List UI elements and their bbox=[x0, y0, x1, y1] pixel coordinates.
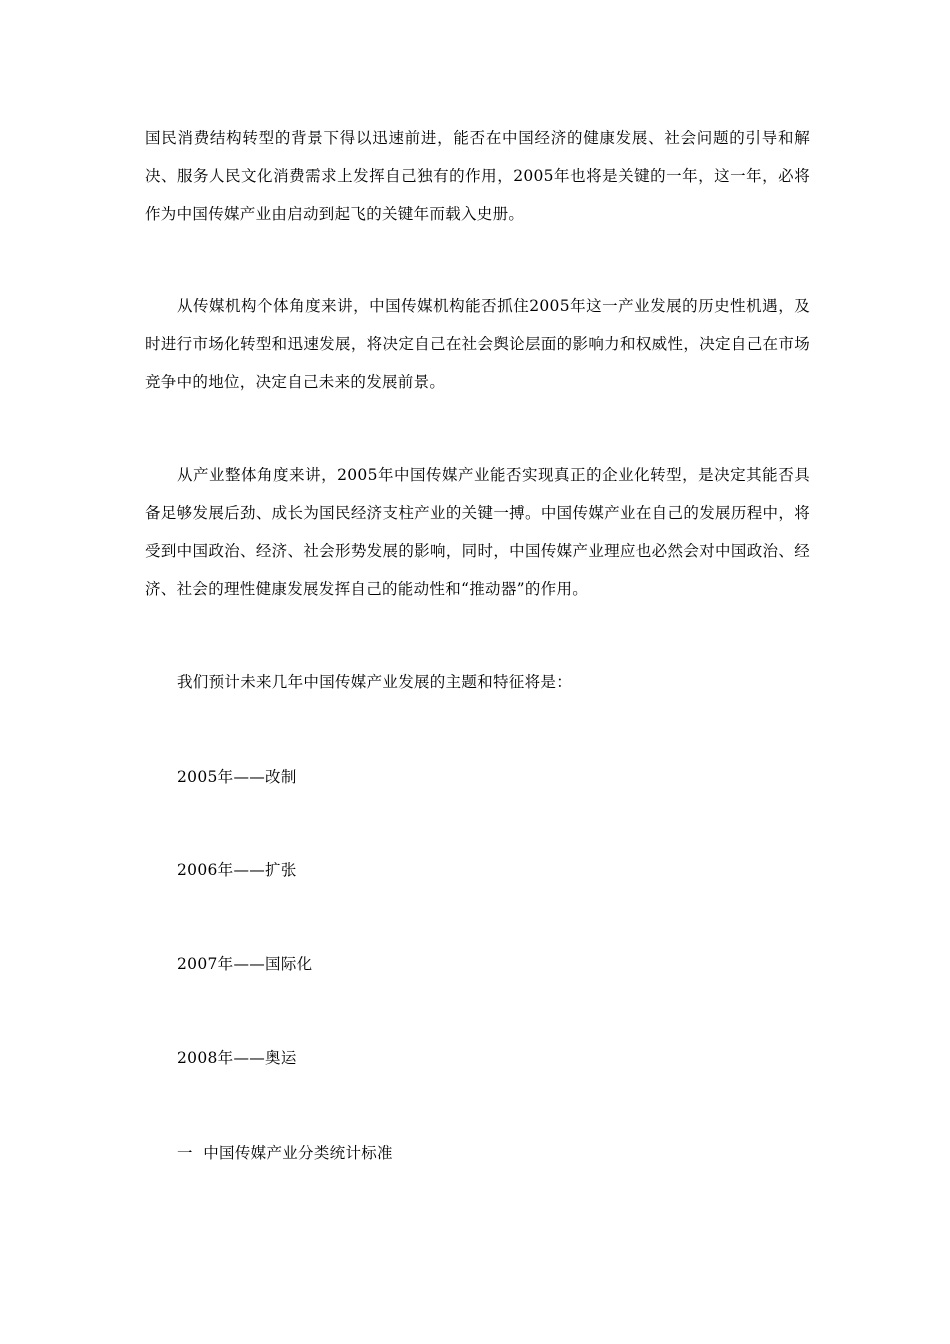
paragraph-industry-perspective: 从产业整体角度来讲，2005年中国传媒产业能否实现真正的企业化转型，是决定其能否具备足够发展后劲、成长为国民经济支柱产业的关键一搏。中国传媒产业在自己的发展历程中，将受到中国政治、经济、社会形势发展的影响，同时，中国传媒产业理应也必然会对中国政治、经济、社会的理性健康发展发挥自己的能动性和“推动器”的作用。 bbox=[145, 466, 810, 598]
forecast-item-2006: 2006年——扩张 bbox=[177, 861, 297, 879]
section-heading: 一 中国传媒产业分类统计标准 bbox=[177, 1144, 393, 1162]
paragraph-institution-perspective: 从传媒机构个体角度来讲，中国传媒机构能否抓住2005年这一产业发展的历史性机遇，及时进行市场化转型和迅速发展，将决定自己在社会舆论层面的影响力和权威性，决定自己在市场竞争中的地位，决定自己未来的发展前景。 bbox=[145, 297, 810, 391]
forecast-intro: 我们预计未来几年中国传媒产业发展的主题和特征将是： bbox=[177, 673, 573, 691]
forecast-item-2005: 2005年——改制 bbox=[177, 768, 297, 786]
paragraph-consumption-transition: 国民消费结构转型的背景下得以迅速前进，能否在中国经济的健康发展、社会问题的引导和解决、服务人民文化消费需求上发挥自己独有的作用，2005年也将是关键的一年，这一年，必将作为中国传媒产业由启动到起飞的关键年而载入史册。 bbox=[145, 129, 810, 223]
forecast-item-2007: 2007年——国际化 bbox=[177, 955, 313, 973]
forecast-item-2008: 2008年——奥运 bbox=[177, 1049, 297, 1067]
